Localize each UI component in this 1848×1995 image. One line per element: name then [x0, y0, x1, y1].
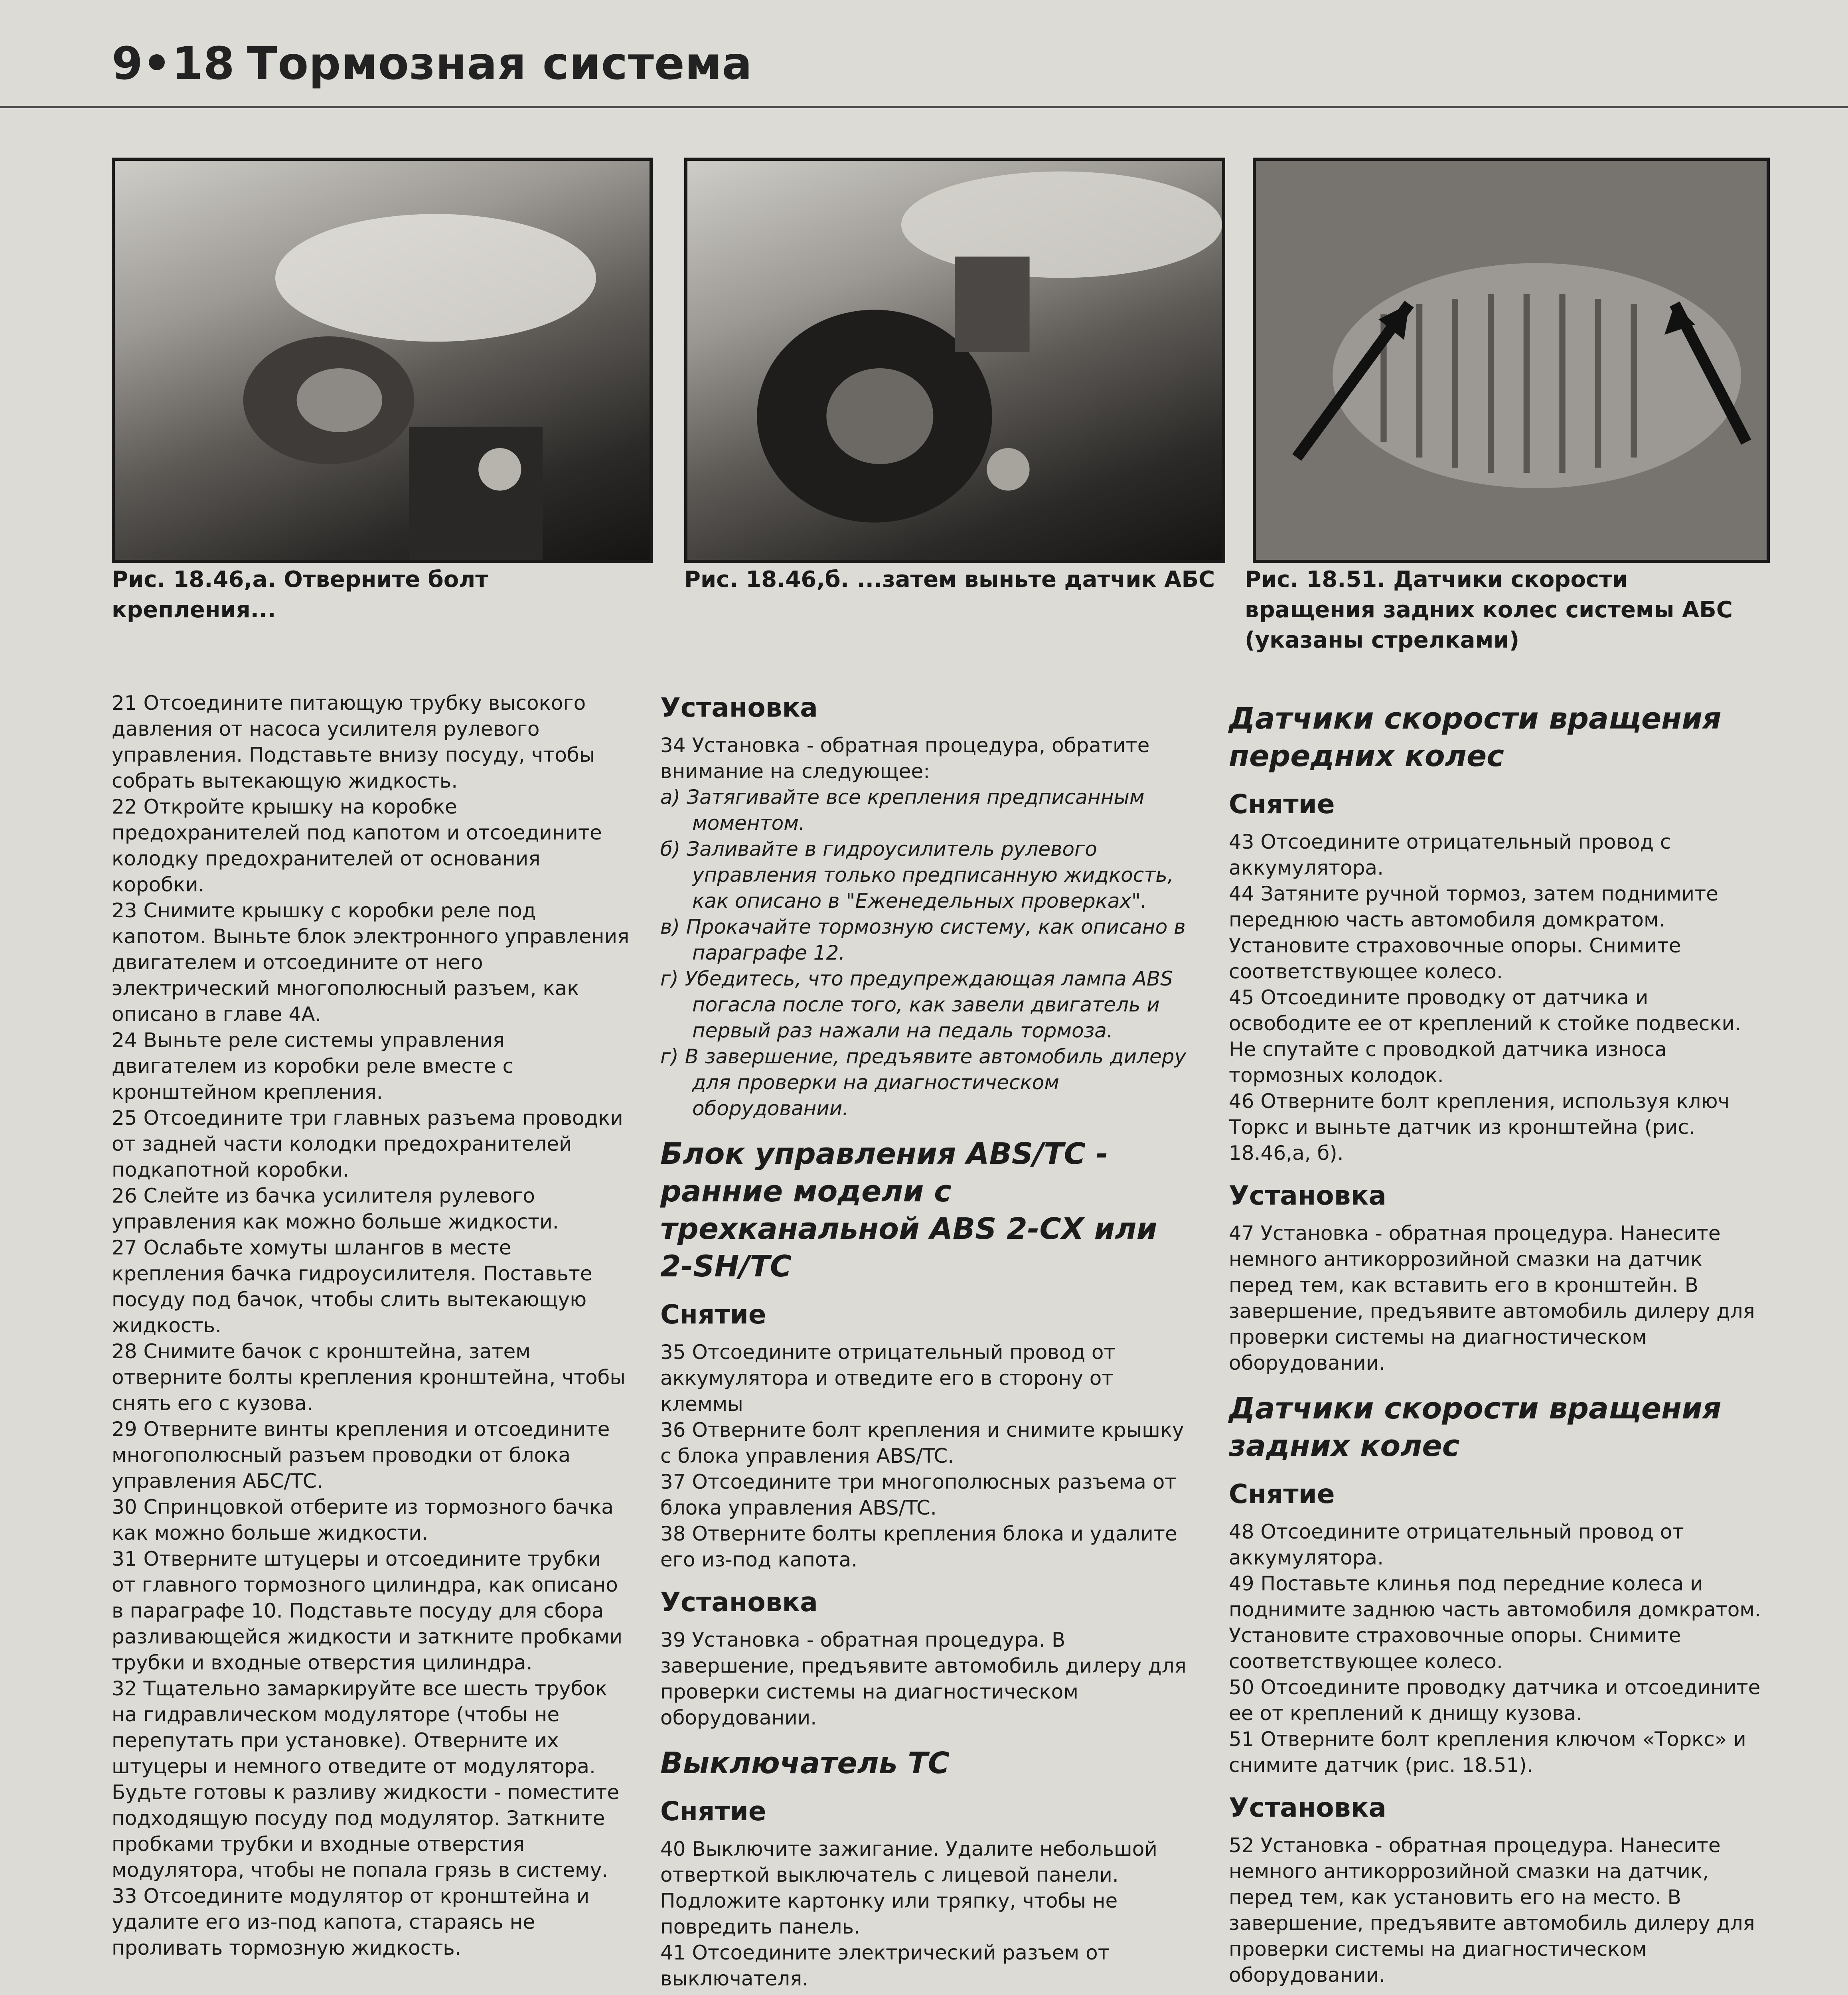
paragraph-26: 26 Слейте из бачка усилителя рулевого управления как можно больше жидкости.: [112, 1184, 559, 1233]
caption-fig-18-51: Рис. 18.51. Датчики скорости вращения задних колес системы АБС (указаны стрелками): [1245, 567, 1733, 653]
heading-abs-tc-block: Блок управления ABS/TC - ранние модели с трехканальной ABS 2-CX или 2-SH/TC: [660, 1137, 1157, 1284]
item-g: г) Убедитесь, что предупреждающая лампа ABS погасла после того, как завели двигатель и первый раз нажали на педаль тормоза.: [660, 967, 1173, 1042]
column-left: [112, 690, 630, 1961]
paragraph-44: 44 Затяните ручной тормоз, затем поднимите переднюю часть автомобиля домкратом. Установите страховочные опоры. Снимите соответствующее колесо.: [1229, 882, 1718, 983]
heading-removal-4: Снятие: [1229, 1479, 1335, 1509]
chapter-title: Тормозная система: [247, 38, 753, 90]
heading-removal-3: Снятие: [1229, 789, 1335, 820]
caption-fig-18-46a: Рис. 18.46,а. Отверните болт крепления...: [112, 567, 488, 623]
heading-installation: Установка: [660, 692, 818, 723]
paragraph-24: 24 Выньте реле системы управления двигателем из коробки реле вместе с кронштейном крепления.: [112, 1029, 514, 1104]
paragraph-36: 36 Отверните болт крепления и снимите крышку с блока управления ABS/TC.: [660, 1418, 1184, 1468]
item-g2: г) В завершение, предъявите автомобиль дилеру для проверки на диагностическом оборудовании.: [660, 1045, 1187, 1120]
paragraph-23: 23 Снимите крышку с коробки реле под капотом. Выньте блок электронного управления двигателем и отсоедините от него электрический многополюсный разъем, как описано в главе 4А.: [112, 899, 630, 1026]
paragraph-27: 27 Ослабьте хомуты шлангов в месте крепления бачка гидроусилителя. Поставьте посуду под бачок, чтобы слить вытекающую жидкость.: [112, 1236, 592, 1337]
page-header: [112, 38, 752, 90]
paragraph-32: 32 Тщательно замаркируйте все шесть трубок на гидравлическом модуляторе (чтобы не перепутать при установке). Отверните их штуцеры и немного отведите от модулятора. Будьте готовы к разливу жидкости - поместите подходящую посуду под модулятор. Заткните пробками трубки и входные отверстия модулятора, чтобы не попала грязь в систему.: [112, 1677, 620, 1882]
paragraph-28: 28 Снимите бачок с кронштейна, затем отверните болты крепления кронштейна, чтобы снять его с кузова.: [112, 1340, 626, 1415]
page-sub-number: 18: [172, 38, 235, 90]
page-number: 9: [112, 38, 143, 90]
paragraph-50: 50 Отсоедините проводку датчика и отсоедините ее от креплений к днищу кузова.: [1229, 1676, 1761, 1725]
paragraph-39: 39 Установка - обратная процедура. В завершение, предъявите автомобиль дилеру для проверки системы на диагностическом оборудовании.: [660, 1628, 1187, 1729]
paragraph-41: 41 Отсоедините электрический разъем от выключателя.: [660, 1941, 1110, 1990]
column-middle: [660, 678, 1191, 1995]
caption-fig-18-46b: Рис. 18.46,б. ...затем выньте датчик АБС: [684, 567, 1215, 593]
paragraph-45: 45 Отсоедините проводку от датчика и освободите ее от креплений к стойке подвески. Не спутайте с проводкой датчика износа тормозных колодок.: [1229, 986, 1741, 1087]
photo-front-abs-sensor: [684, 158, 1225, 563]
paragraph-52: 52 Установка - обратная процедура. Нанесите немного антикоррозийной смазки на датчик, перед тем, как установить его на место. В завершение, предъявите автомобиль дилеру для проверки системы на диагностическом оборудовании.: [1229, 1834, 1755, 1987]
heading-removal: Снятие: [660, 1299, 766, 1330]
heading-front-wheel-sensors: Датчики скорости вращения передних колес: [1229, 701, 1722, 773]
paragraph-40: 40 Выключите зажигание. Удалите небольшой отверткой выключатель с лицевой панели. Подложите картонку или тряпку, чтобы не повредить панель.: [660, 1837, 1157, 1938]
heading-installation-2: Установка: [660, 1587, 818, 1618]
heading-removal-2: Снятие: [660, 1796, 766, 1827]
paragraph-22: 22 Откройте крышку на коробке предохранителей под капотом и отсоедините колодку предохранителей от основания коробки.: [112, 795, 602, 896]
photo-front-sensor-bolt: [112, 158, 653, 563]
paragraph-33: 33 Отсоедините модулятор от кронштейна и удалите его из-под капота, стараясь не проливать тормозную жидкость.: [112, 1884, 590, 1959]
heading-rear-wheel-sensors: Датчики скорости вращения задних колес: [1229, 1391, 1722, 1463]
paragraph-48: 48 Отсоедините отрицательный провод от аккумулятора.: [1229, 1520, 1684, 1569]
item-a: а) Затягивайте все крепления предписанным моментом.: [660, 786, 1145, 835]
item-v: в) Прокачайте тормозную систему, как описано в параграфе 12.: [660, 915, 1186, 964]
paragraph-38: 38 Отверните болты крепления блока и удалите его из-под капота.: [660, 1522, 1177, 1571]
paragraph-34: 34 Установка - обратная процедура, обратите внимание на следующее:: [660, 734, 1150, 783]
item-b: б) Заливайте в гидроусилитель рулевого управления только предписанную жидкость, как описано в "Еженедельных проверках".: [660, 838, 1174, 913]
paragraph-46: 46 Отверните болт крепления, используя ключ Торкс и выньте датчик из кронштейна (рис. 18.46,а, б).: [1229, 1090, 1730, 1165]
paragraph-25: 25 Отсоедините три главных разъема проводки от задней части колодки предохранителей подкапотной коробки.: [112, 1106, 623, 1181]
paragraph-49: 49 Поставьте клинья под передние колеса и поднимите заднюю часть автомобиля домкратом. Установите страховочные опоры. Снимите соответствующее колесо.: [1229, 1572, 1761, 1673]
heading-installation-4: Установка: [1229, 1180, 1386, 1211]
heading-installation-5: Установка: [1229, 1792, 1386, 1823]
photo-rear-abs-sensors: [1253, 158, 1770, 563]
paragraph-29: 29 Отверните винты крепления и отсоедините многополюсный разъем проводки от блока управления АБС/ТС.: [112, 1418, 610, 1493]
paragraph-51: 51 Отверните болт крепления ключом «Торкс» и снимите датчик (рис. 18.51).: [1229, 1728, 1746, 1777]
paragraph-21: 21 Отсоедините питающую трубку высокого давления от насоса усилителя рулевого управления. Подставьте внизу посуду, чтобы собрать вытекающую жидкость.: [112, 691, 595, 792]
paragraph-31: 31 Отверните штуцеры и отсоедините трубки от главного тормозного цилиндра, как описано в параграфе 10. Подставьте посуду для сбора разливающейся жидкости и заткните пробками трубки и входные отверстия цилиндра.: [112, 1547, 623, 1674]
paragraph-47: 47 Установка - обратная процедура. Нанесите немного антикоррозийной смазки на датчик перед тем, как вставить его в кронштейн. В завершение, предъявите автомобиль дилеру для проверки системы на диагностическом оборудовании.: [1229, 1222, 1755, 1375]
paragraph-30: 30 Спринцовкой отберите из тормозного бачка как можно больше жидкости.: [112, 1495, 614, 1545]
header-rule: [0, 106, 1848, 108]
paragraph-37: 37 Отсоедините три многополюсных разъема от блока управления ABS/TC.: [660, 1470, 1177, 1519]
paragraph-43: 43 Отсоедините отрицательный провод с аккумулятора.: [1229, 830, 1671, 879]
column-right: [1229, 686, 1763, 1988]
paragraph-35: 35 Отсоедините отрицательный провод от аккумулятора и отведите его в сторону от клеммы: [660, 1341, 1116, 1416]
heading-tc-switch: Выключатель TC: [660, 1746, 950, 1780]
header-dot: [149, 54, 165, 70]
